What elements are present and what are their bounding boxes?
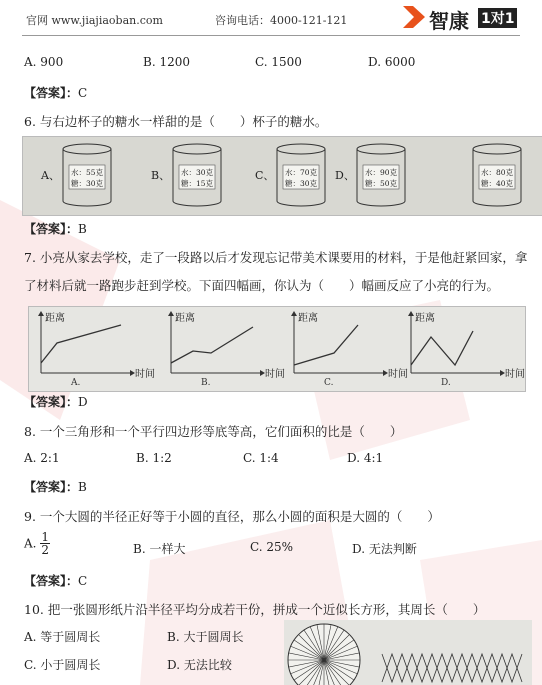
q10-option-a: A. 等于圆周长 (24, 630, 101, 644)
answer-label: 【答案】： (24, 395, 79, 409)
cup-sugar-label: 糖：15克 (181, 179, 214, 188)
logo-text: 智康 (429, 9, 469, 33)
q7-stem-line1: 7. 小亮从家去学校，走了一段路以后才发现忘记带美术课要用的材料，于是他赶紧回家，拿 (24, 250, 528, 265)
answer-value: C (78, 574, 88, 588)
q8-answer (24, 478, 87, 495)
sawtooth-rectangle (382, 654, 522, 682)
graphs-drawing (29, 307, 525, 391)
cup-letter: C、 (255, 169, 275, 182)
q10-option-c: C. 小于圆周长 (24, 658, 101, 672)
q6-cups-image (22, 136, 542, 216)
y-axis-label: 距离 (298, 313, 318, 324)
y-axis-label: 距离 (415, 313, 435, 324)
numerator: 1 (41, 530, 49, 544)
q8-option-d: D. 4:1 (347, 451, 384, 465)
graph-letter: D. (441, 378, 451, 388)
x-axis-label: 时间 (135, 369, 155, 380)
cup (63, 144, 111, 206)
distance-time-graph (168, 311, 285, 388)
answer-label: 【答案】： (24, 480, 79, 494)
cup (173, 144, 221, 206)
q9-option-d: D. 无法判断 (352, 542, 417, 556)
q9-option-b: B. 一样大 (133, 542, 186, 556)
denominator: 2 (41, 543, 49, 557)
cup (473, 144, 521, 206)
graph-letter: C. (324, 378, 334, 388)
header-divider (22, 35, 520, 36)
graph-letter: B. (201, 378, 211, 388)
q8-option-b: B. 1:2 (136, 451, 172, 465)
q10-option-b: B. 大于圆周长 (167, 630, 244, 644)
answer-value: B (78, 222, 87, 236)
q8-stem: 8. 一个三角形和一个平行四边形等底等高，它们面积的比是（ ） (24, 424, 403, 439)
answer-label: 【答案】： (24, 222, 79, 236)
distance-time-graph (408, 311, 525, 388)
answer-value: B (78, 480, 87, 494)
cup-sugar-label: 糖：30克 (285, 179, 318, 188)
q9-option-a (24, 531, 50, 556)
q9-option-c: C. 25% (250, 540, 294, 554)
cup-letter: D、 (335, 169, 355, 182)
distance-time-graph (38, 311, 155, 388)
x-axis-label: 时间 (265, 369, 285, 380)
answer-value: D (78, 395, 88, 409)
cup (277, 144, 325, 206)
q6-answer (24, 220, 87, 237)
logo-mark-icon (403, 6, 425, 28)
q9-stem: 9. 一个大圆的半径正好等于小圆的直径，那么小圆的面积是大圆的（ ） (24, 509, 440, 524)
q7-stem-line2: 了材料后就一路跑步赶到学校。下面四幅画，你认为（ ）幅画反应了小亮的行为。 (24, 278, 500, 293)
y-axis-label: 距离 (175, 313, 195, 324)
q8-option-c: C. 1:4 (243, 451, 279, 465)
q5-option-c: C. 1500 (255, 55, 302, 69)
q7-answer (24, 393, 88, 410)
q10-stem: 10. 把一张圆形纸片沿半径平均分成若干份，拼成一个近似长方形，其周长（ ） (24, 602, 486, 617)
cup-water-label: 水：55克 (71, 168, 104, 177)
cup (357, 144, 405, 206)
y-axis-label: 距离 (45, 313, 65, 324)
q6-stem: 6. 与右边杯子的糖水一样甜的是（ ）杯子的糖水。 (24, 114, 328, 129)
answer-label: 【答案】： (24, 86, 79, 100)
q5-answer (24, 84, 87, 101)
cups-drawing (23, 137, 542, 215)
answer-label: 【答案】： (24, 574, 79, 588)
q5-option-a: A. 900 (24, 55, 64, 69)
sectioned-circle (288, 624, 360, 685)
cup-letter: A、 (41, 169, 60, 182)
q7-graphs-image (28, 306, 526, 392)
cup-letter: B、 (151, 169, 171, 182)
cup-water-label: 水：30克 (181, 168, 214, 177)
cup-water-label: 水：70克 (285, 168, 318, 177)
answer-value: C (78, 86, 88, 100)
cup-sugar-label: 糖：30克 (71, 179, 104, 188)
q10-circle-rectangle-image (284, 620, 532, 685)
x-axis-label: 时间 (505, 369, 525, 380)
logo-badge: 1对1 (478, 8, 517, 28)
x-axis-label: 时间 (388, 369, 408, 380)
option-prefix: A. (24, 536, 37, 551)
q5-option-d: D. 6000 (368, 55, 416, 69)
q8-option-a: A. 2:1 (24, 451, 60, 465)
q9-answer (24, 572, 87, 589)
cup-sugar-label: 糖：50克 (365, 179, 398, 188)
phone-number: 咨询电话：4000-121-121 (215, 14, 348, 27)
distance-time-graph (291, 311, 408, 388)
fraction (40, 531, 50, 556)
graph-letter: A. (71, 378, 81, 388)
q10-option-d: D. 无法比较 (167, 658, 232, 672)
cup-water-label: 水：90克 (365, 168, 398, 177)
circle-sectors-drawing (284, 620, 532, 685)
q5-option-b: B. 1200 (143, 55, 190, 69)
cup-sugar-label: 糖：40克 (481, 179, 514, 188)
site-url: 官网 www.jiajiaoban.com (26, 14, 163, 27)
cup-water-label: 水：80克 (481, 168, 514, 177)
